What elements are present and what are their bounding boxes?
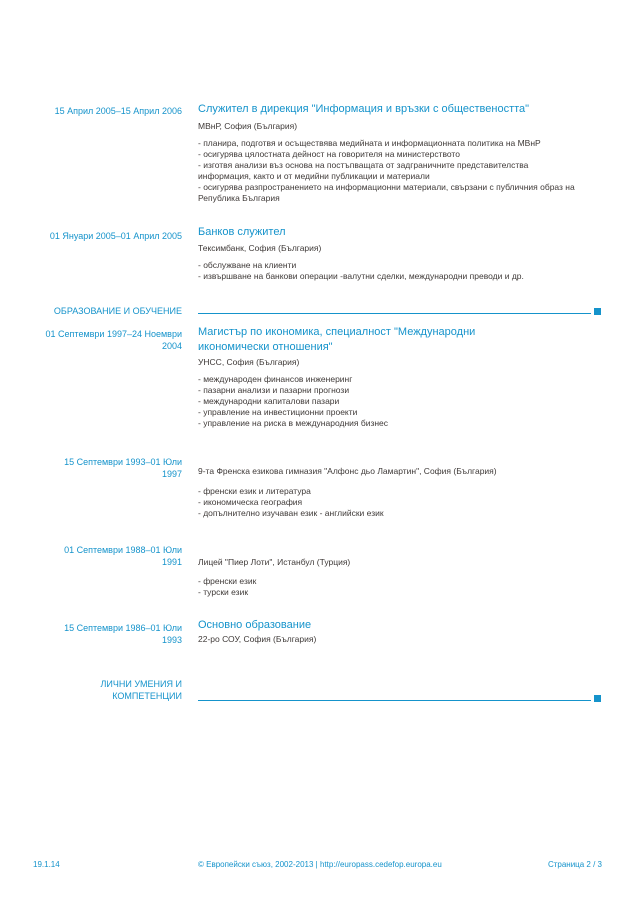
education-date: 01 Септември 1988–01 Юли 1991	[64, 545, 182, 567]
description-line: - изготвя анализи въз основа на постъпващата от задграничните представителства	[198, 160, 529, 170]
description-line: - международен финансов инженеринг	[198, 374, 353, 384]
entry-description	[198, 138, 608, 204]
entry-description	[198, 260, 608, 282]
entry-date: 01 Януари 2005–01 Април 2005	[49, 231, 182, 241]
education-description	[198, 486, 608, 519]
description-line: - управление на риска в международния бизнес	[198, 418, 389, 428]
education-institution: 22-ро СОУ, София (България)	[198, 634, 317, 644]
section-divider	[198, 700, 591, 701]
description-line: - пазарни анализи и пазарни прогнози	[198, 385, 350, 395]
section-marker	[594, 695, 601, 702]
section-heading-education: ОБРАЗОВАНИЕ И ОБУЧЕНИЕ	[53, 306, 182, 316]
description-line: - извършване на банкови операции -валутни сделки, международни преводи и др.	[198, 271, 524, 281]
education-date: 15 Септември 1986–01 Юли 1993	[64, 623, 182, 645]
education-institution: Лицей "Пиер Лоти", Истанбул (Турция)	[198, 557, 351, 567]
description-line: - международни капиталови пазари	[198, 396, 340, 406]
description-line: - осигурява цялостната дейност на говорителя на министерството	[198, 149, 460, 159]
description-line: - обслужване на клиенти	[198, 260, 297, 270]
entry-employer: Тексимбанк, София (България)	[198, 243, 322, 253]
entry-title: Банков служител	[198, 226, 286, 238]
section-marker	[594, 308, 601, 315]
education-institution: 9-та Френска езикова гимназия "Алфонс дьо Ламартин", София (България)	[198, 466, 497, 476]
education-description	[198, 374, 608, 429]
description-line: Република България	[198, 193, 280, 203]
education-title: Магистър по икономика, специалност "Международни икономически отношения"	[198, 326, 476, 353]
education-description	[198, 576, 608, 598]
description-line: - планира, подготвя и осъществява медийната и информационната политика на МВнР	[198, 138, 541, 148]
description-line: - френски език	[198, 576, 257, 586]
footer-page-number: Страница 2 / 3	[547, 860, 602, 869]
description-line: - турски език	[198, 587, 249, 597]
education-date: 01 Септември 1997–24 Ноември 2004	[45, 329, 182, 351]
footer-date: 19.1.14	[33, 860, 60, 869]
entry-date: 15 Април 2005–15 Април 2006	[54, 106, 182, 116]
description-line: - икономическа география	[198, 497, 303, 507]
description-line: информация, както и от медийни публикации и материали	[198, 171, 430, 181]
description-line: - допълнително изучаван език - английски език	[198, 508, 384, 518]
education-date: 15 Септември 1993–01 Юли 1997	[64, 457, 182, 479]
section-divider	[198, 313, 591, 314]
entry-title: Служител в дирекция "Информация и връзки с обществеността"	[198, 103, 530, 115]
description-line: - управление на инвестиционни проекти	[198, 407, 358, 417]
footer-copyright: © Европейски съюз, 2002-2013 | http://europass.cedefop.europa.eu	[198, 860, 442, 869]
education-institution: УНСС, София (България)	[198, 357, 300, 367]
entry-employer: МВнР, София (България)	[198, 121, 298, 131]
education-title: Основно образование	[198, 619, 312, 631]
description-line: - осигурява разпространението на информационни материали, свързани с публичния образ на	[198, 182, 575, 192]
section-heading-skills: ЛИЧНИ УМЕНИЯ И КОМПЕТЕНЦИИ	[100, 679, 182, 701]
description-line: - френски език и литература	[198, 486, 311, 496]
